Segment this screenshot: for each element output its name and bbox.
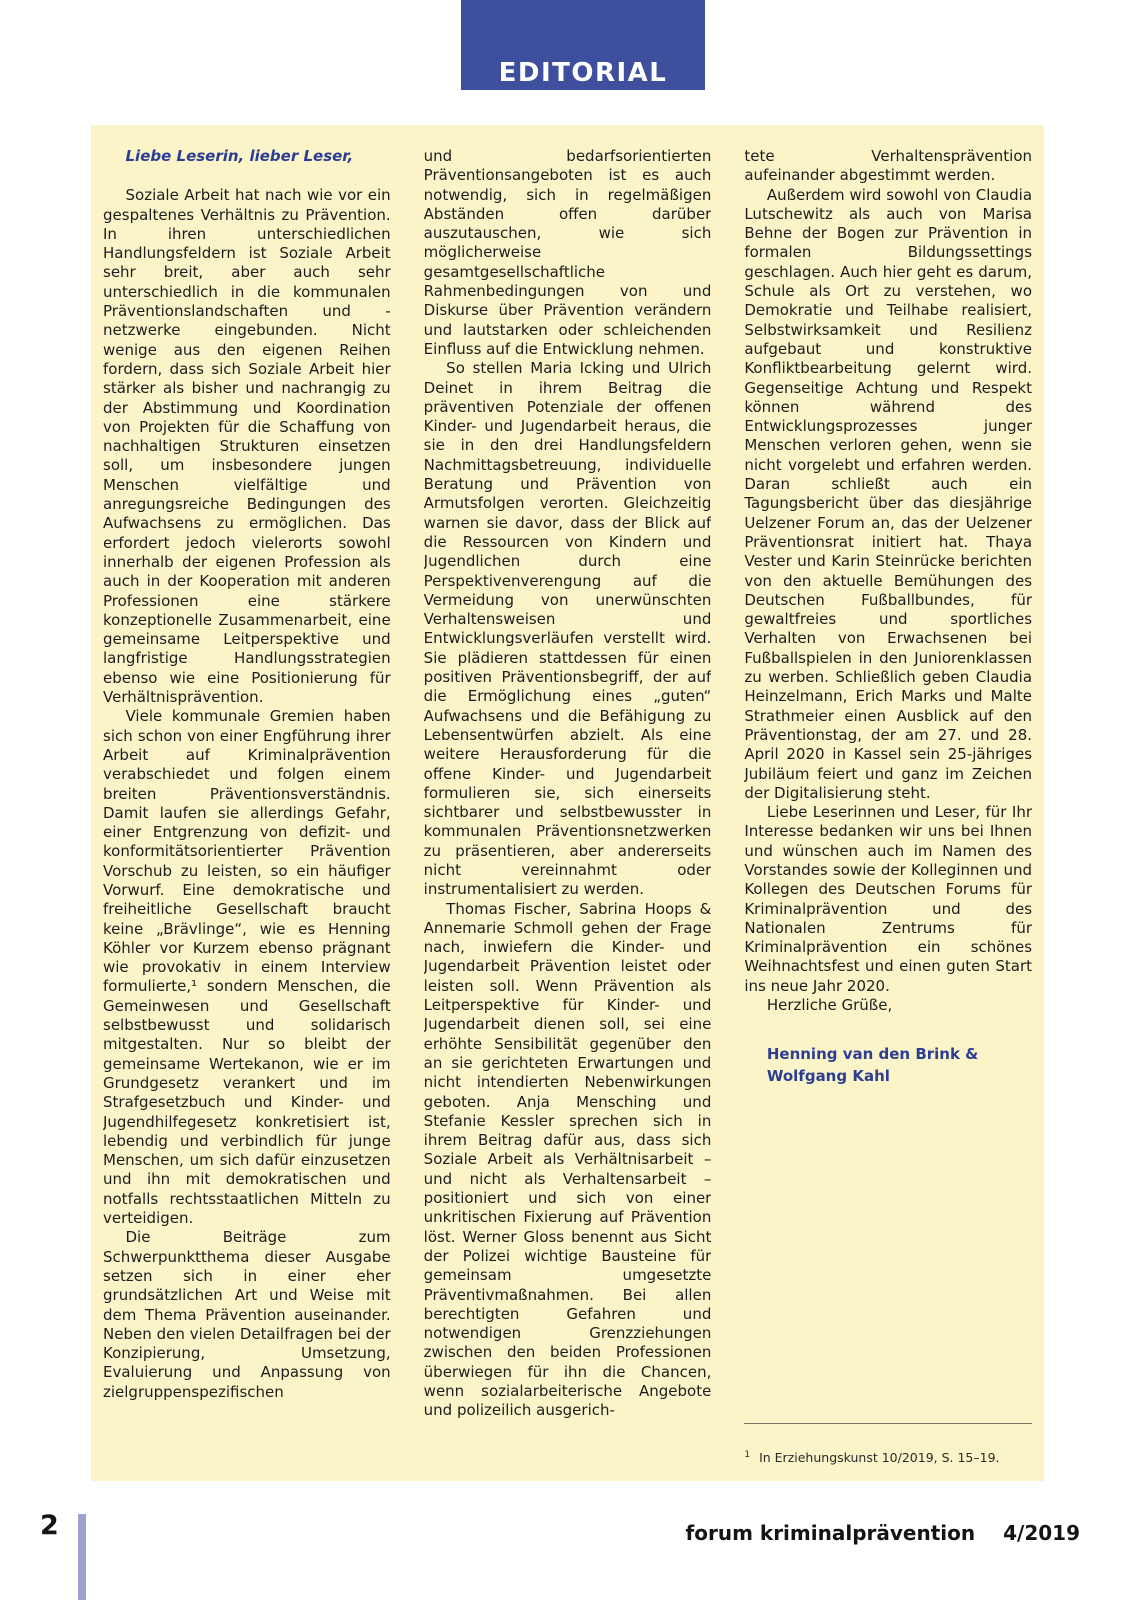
footnote-text: In Erziehungskunst 10/2019, S. 15–19.: [759, 1450, 1000, 1465]
footnote-separator: [744, 1423, 1032, 1424]
paragraph: Soziale Arbeit hat nach wie vor ein gespaltenes Verhältnis zu Prävention. In ihren unterschiedlichen Handlungsfeldern ist Soziale Arbeit sehr breit, aber auch sehr unterschiedlich in die kommunalen Präventionslandschaften und -netzwerke eingebunden. Nicht wenige aus den eigenen Reihen fordern, dass sich Soziale Arbeit hier stärker als bisher und nachrangig zu der Abstimmung und Koordination von Projekten für die Schaffung von nachhaltigen Strukturen einsetzen soll, um insbesondere jungen Menschen vielfältige und anregungsreiche Bedingungen des Aufwachsens zu ermöglichen. Das erfordert jedoch vielerorts sowohl innerhalb der eigenen Profession als auch in der Kooperation mit anderen Professionen eine stärkere konzeptionelle Zusammenarbeit, eine gemeinsame Leitperspektive und langfristige Handlungsstrategien ebenso wie eine Positionierung für Verhältnisprävention.: [103, 186, 391, 707]
paragraph-continuation: tete Verhaltensprävention aufeinander abgestimmt werden.: [744, 147, 1033, 185]
text-column-2: [424, 147, 712, 1481]
footnote-block: [744, 1423, 1032, 1481]
text-column-1: [103, 147, 391, 1481]
paragraph: Viele kommunale Gremien haben sich schon von einer Engführung ihrer Arbeit auf Kriminalprävention verabschiedet und folgen einem breiten Präventionsverständnis. Damit laufen sie allerdings Gefahr, einer Entgrenzung von defizit- und konformitätsorientierter Prävention Vorschub zu leisten, so ein häufiger Vorwurf. Eine demokratische und freiheitliche Gesellschaft braucht keine „Brävlinge“, wie es Henning Köhler vor Kurzem ebenso prägnant wie provokativ in einem Interview formulierte,¹ sondern Menschen, die Gemeinwesen und Gesellschaft selbstbewusst und solidarisch mitgestalten. Nur so bleibt der gemeinsame Wertekanon, wie er im Grundgesetz verankert und im Strafgesetzbuch und Kinder- und Jugendhilfegesetz konkretisiert ist, lebendig und verbindlich für junge Menschen, um sich dafür einzusetzen und ihn mit demokratischen und notfalls rechtsstaatlichen Mitteln zu verteidigen.: [103, 707, 391, 1228]
salutation: Liebe Leserin, lieber Leser,: [125, 147, 354, 165]
closing-line: Herzliche Grüße,: [766, 996, 893, 1015]
footer-issue: 4/2019: [1003, 1521, 1080, 1545]
signature-line: Henning van den Brink &: [766, 1045, 979, 1064]
paragraph: Thomas Fischer, Sabrina Hoops & Annemarie Schmoll gehen der Frage nach, inwiefern die Kinder- und Jugendarbeit Prävention leistet oder leisten soll. Wenn Prävention als Leitperspektive für Kinder- und Jugendarbeit dienen soll, sei eine erhöhte Sensibilität gegenüber den an sie gerichteten Erwartungen und nicht intendierten Nebenwirkungen geboten. Anja Mensching und Stefanie Kessler sprechen sich in ihrem Beitrag dafür aus, dass sich Soziale Arbeit als Verhältnisarbeit – und nicht als Verhaltensarbeit – positioniert und sich von einer unkritischen Fixierung auf Prävention löst. Werner Gloss benennt aus Sicht der Polizei wichtige Bausteine für gemeinsam umgesetzte Präventivmaßnahmen. Bei allen berechtigten Gefahren und notwendigen Grenzziehungen zwischen den beiden Professionen überwiegen für ihn die Chancen, wenn sozialarbeiterische Angebote und polizeilich ausgerich-: [423, 899, 712, 1420]
paragraph: Die Beiträge zum Schwerpunktthema dieser Ausgabe setzen sich in einer eher grundsätzlichen Art und Weise mit dem Thema Prävention auseinander. Neben den vielen Detailfragen bei der Konzipierung, Umsetzung, Evaluierung und Anpassung von zielgruppenspezifischen: [103, 1228, 391, 1401]
footer: [686, 1522, 1080, 1544]
paragraph: Außerdem wird sowohl von Claudia Lutschewitz als auch von Marisa Behne der Bogen zur Prävention in formalen Bildungssettings geschlagen. Auch hier geht es darum, Schule als Ort zu verstehen, wo Demokratie und Teilhabe realisiert, Selbstwirksamkeit und Resilienz aufgebaut und konstruktive Konfliktbearbeitung gelernt wird. Gegenseitige Achtung und Respekt können während des Entwicklungsprozesses junger Menschen verloren gehen, wenn sie nicht vorgelebt und erfahren werden. Daran schließt auch ein Tagungsbericht über das diesjährige Uelzener Forum an, das der Uelzener Präventionsrat initiert hat. Thaya Vester und Karin Steinrücke berichten von den aktuelle Bemühungen des Deutschen Fußballbundes, für gewaltfreies und sportliches Verhalten von Erwachsenen bei Fußballspielen in den Juniorenklassen zu werben. Schließlich geben Claudia Heinzelmann, Erich Marks und Malte Strathmeier einen Ausblick auf den Präventionstag, der am 27. und 28. April 2020 in Kassel sein 25-jähriges Jubiläum feiert und ganz im Zeichen der Digitalisierung steht.: [744, 185, 1033, 802]
page-number: 2: [40, 1510, 59, 1541]
footnote-marker: 1: [744, 1449, 751, 1460]
footer-accent-bar: [78, 1514, 86, 1600]
footnote: [744, 1450, 1032, 1465]
signature-line: Wolfgang Kahl: [766, 1067, 890, 1086]
paragraph: So stellen Maria Icking und Ulrich Deinet in ihrem Beitrag die präventiven Potenziale der offenen Kinder- und Jugendarbeit heraus, die sie in den drei Handlungsfeldern Nachmittagsbetreuung, individuelle Beratung und Prävention von Armutsfolgen verorten. Gleichzeitig warnen sie davor, dass der Blick auf die Ressourcen von Kindern und Jugendlichen durch eine Perspektivenverengung auf die Vermeidung von unerwünschten Verhaltensweisen und Entwicklungsverläufen verstellt wird. Sie plädieren stattdessen für einen positiven Präventionsbegriff, der auf die Ermöglichung eines „guten“ Aufwachsens und die Befähigung zu Lebensentwürfen abzielt. Als eine weitere Herausforderung für die offene Kinder- und Jugendarbeit formulieren sie, sich einerseits sichtbarer und selbstbewusster in kommunalen Präventionsnetzwerken zu präsentieren, aber andererseits nicht vereinnahmt oder instrumentalisiert zu werden.: [423, 359, 712, 899]
paragraph-continuation: und bedarfsorientierten Präventionsangeboten ist es auch notwendig, sich in regelmäßigen Abständen offen darüber auszutauschen, wie sich möglicherweise gesamtgesellschaftliche Rahmenbedingungen von und Diskurse über Prävention verändern und lautstarken oder schleichenden Einfluss auf die Entwicklung nehmen.: [423, 147, 712, 358]
editorial-banner: [461, 0, 705, 90]
page-title: EDITORIAL: [498, 58, 668, 88]
signature: [744, 1043, 1032, 1087]
footer-journal-title: forum kriminalprävention: [685, 1521, 976, 1545]
editorial-content-area: [91, 125, 1044, 1481]
paragraph: Liebe Leserinnen und Leser, für Ihr Interesse bedanken wir uns bei Ihnen und wünschen auch im Namen des Vorstandes sowie der Kolleginnen und Kollegen des Deutschen Forums für Kriminalprävention und des Nationalen Zentrums für Kriminalprävention ein schönes Weihnachtsfest und einen guten Start ins neue Jahr 2020.: [744, 803, 1033, 995]
text-column-3: [744, 147, 1032, 1481]
